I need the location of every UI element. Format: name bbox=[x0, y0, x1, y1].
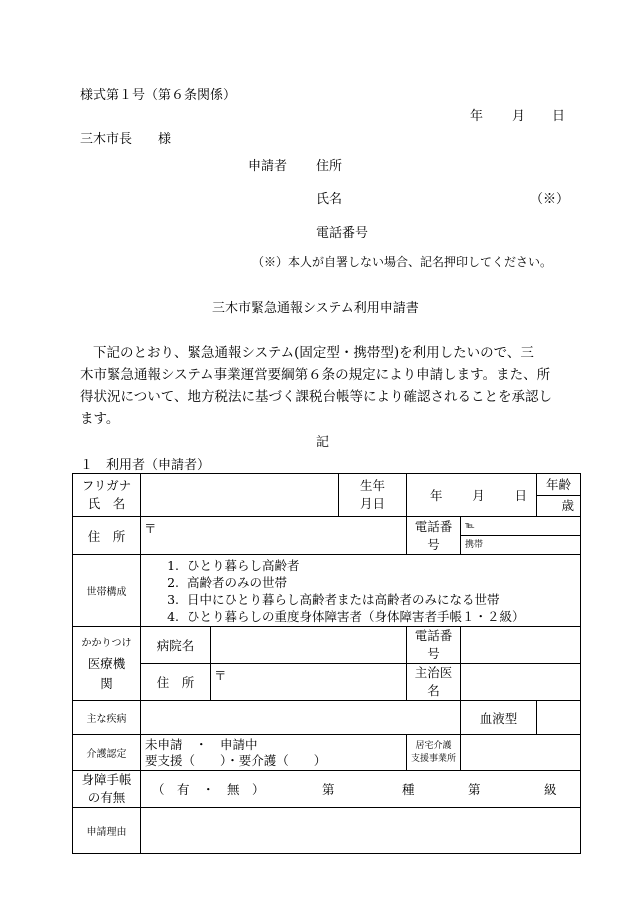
care-office-label: 居宅介護 支援事業所 bbox=[407, 735, 461, 771]
handbook-dai-2: 第 bbox=[468, 782, 481, 797]
doctor-label: 主治医 名 bbox=[407, 664, 461, 701]
tel-label: ℡ bbox=[461, 517, 580, 536]
blood-label: 血液型 bbox=[461, 701, 537, 735]
care-label: 介護認定 bbox=[73, 735, 141, 771]
care-line-1: 未申請 ・ 申請中 bbox=[145, 736, 258, 752]
body-line-1: 下記のとおり、緊急通報システム(固定型・携帯型)を利用したいので、三 bbox=[93, 345, 534, 361]
applicant-mark: （※） bbox=[530, 192, 570, 207]
handbook-yes-no[interactable]: （ 有 ・ 無 ） bbox=[152, 782, 265, 797]
household-options[interactable] bbox=[141, 555, 581, 627]
applicant-phone-label: 電話番号 bbox=[316, 226, 369, 241]
age-unit: 歳 bbox=[561, 498, 574, 513]
section-heading: １ 利用者（申請者） bbox=[80, 458, 211, 473]
household-option-4[interactable]: 4. ひとり暮らしの重度身体障害者（身体障害者手帳１・２級） bbox=[167, 608, 525, 624]
shimei-label: 氏 名 bbox=[87, 496, 126, 511]
birth-label-2: 月日 bbox=[359, 496, 385, 511]
row-handbook bbox=[73, 771, 581, 808]
row-clinic-address bbox=[73, 664, 581, 701]
date-year: 年 bbox=[470, 109, 484, 124]
reason-label: 申請理由 bbox=[73, 808, 141, 854]
clinic-address-input[interactable] bbox=[211, 664, 407, 701]
address-input[interactable] bbox=[141, 517, 407, 555]
applicant-name-label: 氏名 bbox=[316, 192, 343, 207]
handbook-input[interactable] bbox=[141, 771, 581, 808]
body-line-4: ます。 bbox=[80, 411, 120, 427]
addressee: 三木市長 様 bbox=[80, 132, 172, 147]
row-care bbox=[73, 735, 581, 771]
document-title: 三木市緊急通報システム利用申請書 bbox=[212, 301, 419, 316]
phone-input-cell[interactable] bbox=[461, 517, 581, 555]
clinic-label-3: 関 bbox=[100, 675, 113, 691]
disease-label: 主な疾病 bbox=[73, 701, 141, 735]
birth-date-input[interactable] bbox=[407, 474, 537, 517]
name-input[interactable] bbox=[141, 474, 339, 517]
hospital-name-input[interactable] bbox=[211, 627, 407, 664]
clinic-label-1: かかりつけ bbox=[81, 637, 132, 649]
care-line-2: 要支援（ ）・要介護（ ） bbox=[145, 752, 327, 768]
handbook-label: 身障手帳 の有無 bbox=[73, 771, 141, 808]
blood-input[interactable] bbox=[537, 701, 581, 735]
doctor-input[interactable] bbox=[461, 664, 581, 701]
date-month: 月 bbox=[512, 109, 526, 124]
body-line-3: 得状況について、地方税法に基づく課税台帳等により確認されることを承認し bbox=[80, 389, 552, 405]
row-household bbox=[73, 555, 581, 627]
body-paragraph bbox=[80, 342, 570, 430]
date-day: 日 bbox=[552, 109, 566, 124]
phone-label-2: 号 bbox=[427, 536, 440, 552]
disease-input[interactable] bbox=[141, 701, 461, 735]
row-address bbox=[73, 517, 581, 555]
clinic-address-label: 住 所 bbox=[141, 664, 211, 701]
form-number: 様式第１号（第６条関係） bbox=[80, 88, 237, 103]
clinic-phone-input[interactable] bbox=[461, 627, 581, 664]
clinic-phone-label: 電話番 号 bbox=[407, 627, 461, 664]
care-options[interactable] bbox=[141, 735, 407, 771]
reason-input[interactable] bbox=[141, 808, 581, 854]
birth-year-label: 年 bbox=[430, 488, 443, 503]
body-line-2: 木市緊急通報システム事業運営要綱第６条の規定により申請します。また、所 bbox=[80, 367, 551, 383]
household-option-2[interactable]: 2. 高齢者のみの世帯 bbox=[167, 574, 288, 590]
application-table bbox=[72, 473, 581, 854]
handbook-dai-1: 第 bbox=[322, 782, 335, 797]
clinic-postal-mark: 〒 bbox=[214, 668, 227, 683]
applicant-note: （※）本人が自署しない場合、記名押印してください。 bbox=[252, 255, 553, 269]
row-disease bbox=[73, 701, 581, 735]
birth-label-cell bbox=[339, 474, 407, 517]
handbook-shu: 種 bbox=[402, 782, 415, 797]
phone-label-1: 電話番 bbox=[414, 518, 453, 534]
row-name bbox=[73, 474, 581, 517]
address-label: 住 所 bbox=[73, 517, 141, 555]
hospital-name-label: 病院名 bbox=[141, 627, 211, 664]
age-cell[interactable] bbox=[537, 474, 581, 517]
clinic-label-2: 医療機 bbox=[87, 655, 126, 671]
postal-mark: 〒 bbox=[144, 521, 157, 536]
name-label-cell bbox=[73, 474, 141, 517]
birth-day-label: 日 bbox=[514, 488, 527, 503]
ki-heading: 記 bbox=[316, 435, 330, 450]
birth-month-label: 月 bbox=[472, 488, 485, 503]
row-clinic-hospital bbox=[73, 627, 581, 664]
mobile-label: 携帯 bbox=[465, 540, 484, 550]
household-option-3[interactable]: 3. 日中にひとり暮らし高齢者または高齢者のみになる世帯 bbox=[167, 591, 500, 607]
furigana-label: フリガナ bbox=[81, 478, 132, 493]
household-label: 世帯構成 bbox=[73, 555, 141, 627]
applicant-label: 申請者 bbox=[248, 159, 288, 174]
household-option-1[interactable]: 1. ひとり暮らし高齢者 bbox=[167, 557, 300, 573]
age-label: 年齢 bbox=[537, 474, 580, 496]
phone-label-cell bbox=[407, 517, 461, 555]
handbook-kyu: 級 bbox=[544, 782, 557, 797]
clinic-label-cell bbox=[73, 627, 141, 701]
care-office-input[interactable] bbox=[461, 735, 581, 771]
row-reason bbox=[73, 808, 581, 854]
birth-label-1: 生年 bbox=[359, 478, 385, 493]
applicant-address-label: 住所 bbox=[316, 159, 343, 174]
